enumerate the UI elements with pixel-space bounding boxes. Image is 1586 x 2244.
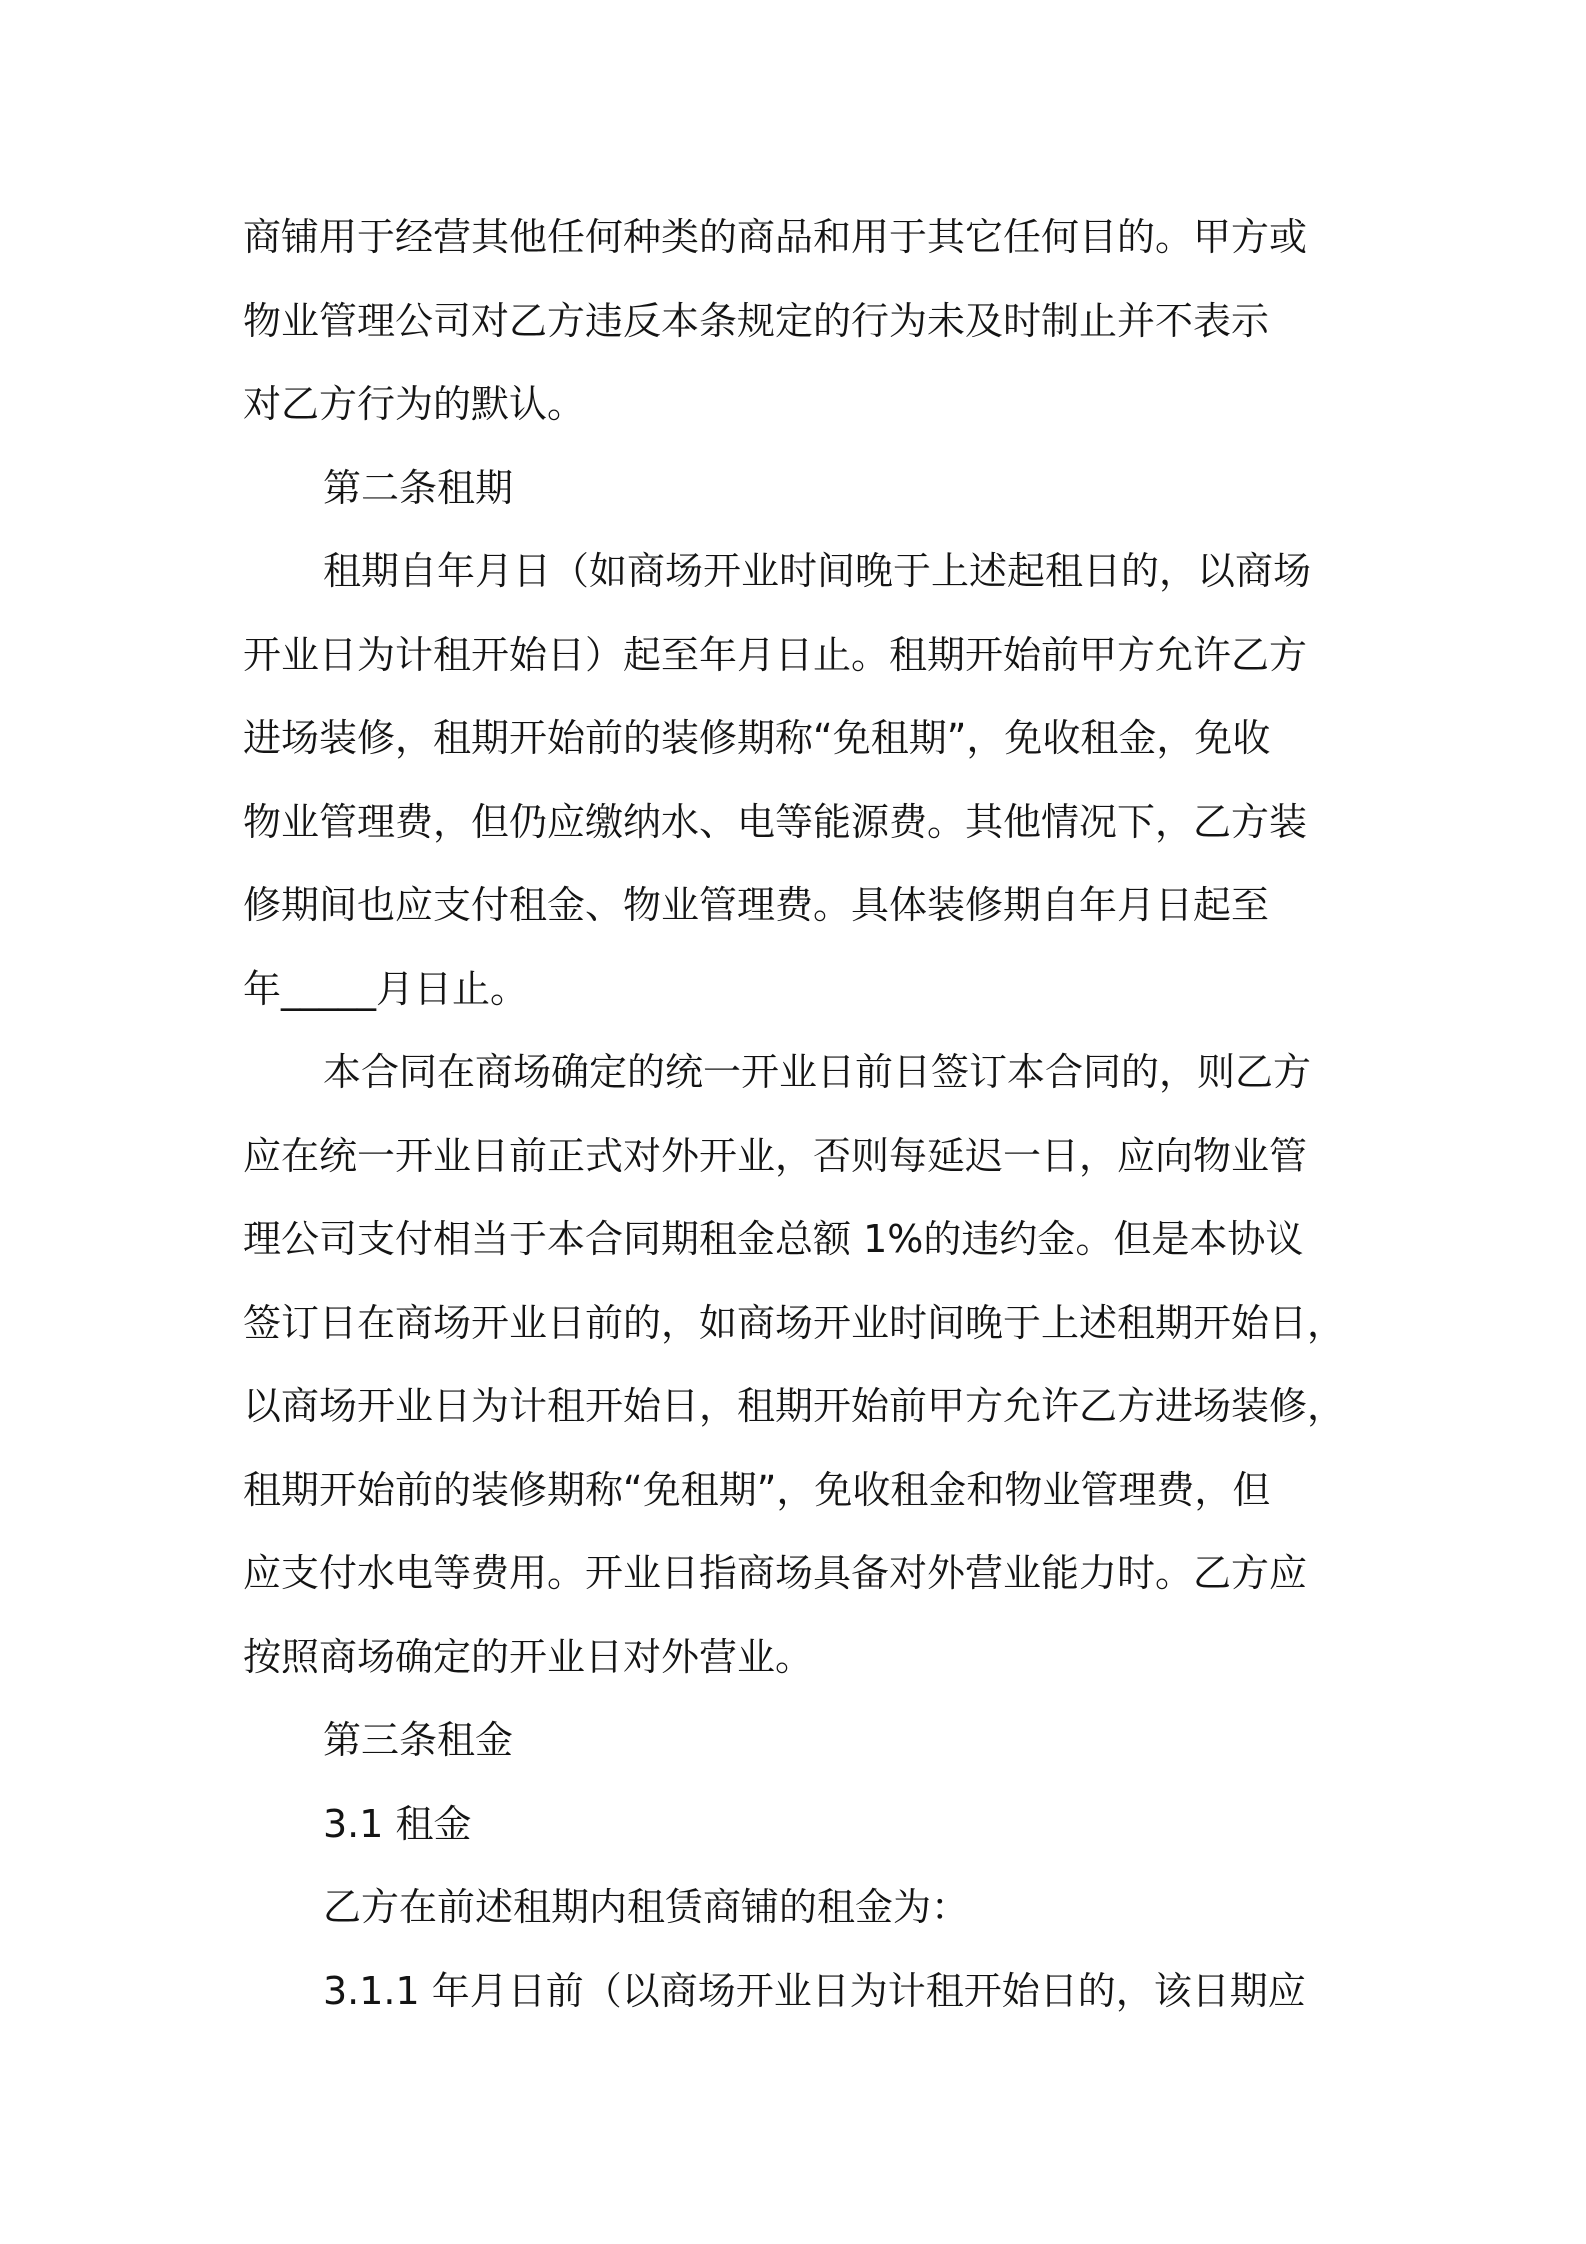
text-line: 应在统一开业日前正式对外开业，否则每延迟一日，应向物业管 [243, 1133, 1308, 1178]
text-line: 对乙方行为的默认。 [243, 382, 586, 426]
text-line: 物业管理公司对乙方违反本条规定的行为未及时制止并不表示 [243, 298, 1270, 343]
text-line: 第二条租期 [323, 465, 514, 510]
document-body [243, 196, 1365, 2033]
text-line: 商铺用于经营其他任何种类的商品和用于其它任何目的。甲方或 [243, 215, 1308, 259]
text-line: 物业管理费，但仍应缴纳水、电等能源费。其他情况下，乙方装 [243, 799, 1308, 844]
text-line: 修期间也应支付租金、物业管理费。具体装修期自年月日起至 [243, 883, 1270, 927]
text-line: 本合同在商场确定的统一开业日前日签订本合同的，则乙方 [323, 1050, 1312, 1094]
text-line: 应支付水电等费用。开业日指商场具备对外营业能力时。乙方应 [243, 1551, 1308, 1595]
text-line: 3.1.1 年月日前（以商场开业日为计租开始日的，该日期应 [323, 1968, 1306, 2013]
text-line: 以商场开业日为计租开始日，租期开始前甲方允许乙方进场装修， [243, 1384, 1346, 1428]
text-line: 开业日为计租开始日）起至年月日止。租期开始前甲方允许乙方 [243, 632, 1308, 677]
text-line: 按照商场确定的开业日对外营业。 [243, 1634, 814, 1679]
text-line: 乙方在前述租期内租赁商铺的租金为： [323, 1885, 970, 1929]
text-line: 租期开始前的装修期称“免租期”，免收租金和物业管理费，但 [243, 1467, 1271, 1512]
text-line: 第三条租金 [323, 1718, 514, 1762]
text-line: 签订日在商场开业日前的，如商场开业时间晚于上述租期开始日， [243, 1300, 1346, 1345]
text-line: 进场装修，租期开始前的装修期称“免租期”，免收租金，免收 [243, 716, 1271, 760]
text-line: 理公司支付相当于本合同期租金总额 1%的违约金。但是本协议 [243, 1217, 1304, 1261]
text-line: 租期自年月日（如商场开业时间晚于上述起租日的，以商场 [323, 549, 1312, 593]
text-line: 年_____月日止。 [243, 966, 529, 1011]
text-line: 3.1 租金 [323, 1801, 472, 1846]
